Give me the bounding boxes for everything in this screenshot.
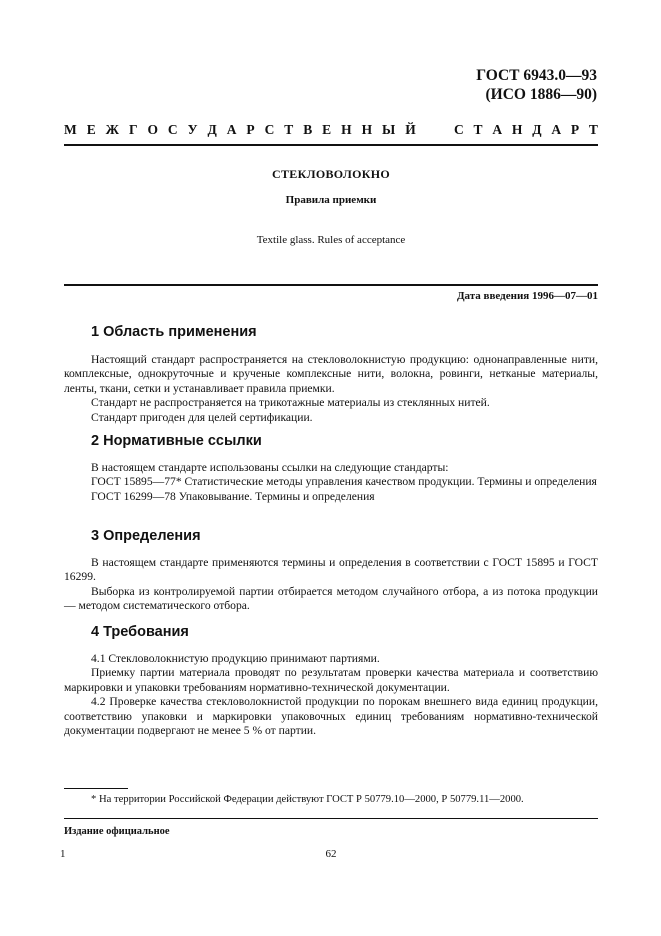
paragraph: Приемку партии материала проводят по результатам проверки качества материала и соответствию маркировки и упаковки требованиям нормативно-технической документации.	[64, 666, 598, 694]
paragraph: Настоящий стандарт распространяется на стекловолокнистую продукцию: однонаправленные нити, комплексные, однокруточные и крученые комплексные нити, волокна, ровинги, нетканые материалы, ленты, ткани, сетки и устанавливает правила приемки.	[64, 353, 598, 395]
introduction-date: Дата введения 1996—07—01	[456, 290, 598, 302]
footnote: * На территории Российской Федерации действуют ГОСТ Р 50779.10—2000, Р 50779.11—2000.	[91, 794, 524, 805]
paragraph: 4.2 Проверке качества стекловолокнистой продукции по порокам внешнего вида единиц продукции, соответствию упаковки и маркировки упаковочных единиц требованиям нормативно-технической документации подвергают не менее 5 % от партии.	[64, 695, 598, 738]
paragraph: Стандарт не распространяется на трикотажные материалы из стеклянных нитей.	[91, 396, 490, 410]
paragraph: ГОСТ 16299—78 Упаковывание. Термины и определения	[91, 489, 375, 503]
document-subtitle: Правила приемки	[285, 194, 377, 206]
paragraph: Стандарт пригоден для целей сертификации.	[91, 410, 313, 424]
section-heading-references: 2 Нормативные ссылки	[91, 433, 262, 449]
document-title: СТЕКЛОВОЛОКНО	[272, 167, 390, 181]
section-body-references	[64, 461, 598, 504]
paragraph: ГОСТ 15895—77* Статистические методы управления качеством продукции. Термины и определения	[91, 475, 597, 489]
section-body-scope	[64, 353, 598, 425]
sheet-number: 1	[60, 848, 66, 860]
iso-number: (ИСО 1886—90)	[485, 86, 597, 103]
section-heading-definitions: 3 Определения	[91, 528, 201, 544]
standard-code	[476, 66, 597, 104]
banner-word-standard: С Т А Н Д А Р Т	[454, 122, 598, 137]
paragraph: Выборка из контролируемой партии отбирается методом случайного отбора, а из потока продукции — методом систематического отбора.	[64, 584, 598, 613]
section-body-definitions	[64, 556, 598, 614]
title-rule	[64, 284, 598, 286]
section-body-requirements	[64, 652, 598, 738]
paragraph: В настоящем стандарте использованы ссылки на следующие стандарты:	[91, 461, 449, 474]
paragraph: В настоящем стандарте применяются термины и определения в соответствии с ГОСТ 15895 и ГОСТ 16299.	[64, 556, 598, 584]
section-heading-requirements: 4 Требования	[91, 624, 189, 640]
top-rule	[64, 144, 598, 146]
section-heading-scope: 1 Область применения	[91, 324, 257, 340]
official-edition-note: Издание официальное	[64, 826, 170, 837]
page-number: 62	[325, 848, 337, 860]
interstate-standard-banner	[64, 122, 598, 138]
footnote-rule	[64, 788, 128, 789]
banner-word-interstate: М Е Ж Г О С У Д А Р С Т В Е Н Н Ы Й	[64, 122, 416, 137]
paragraph: 4.1 Стекловолокнистую продукцию принимают партиями.	[91, 652, 380, 665]
gost-number: ГОСТ 6943.0—93	[476, 67, 597, 84]
footer-rule	[64, 818, 598, 819]
english-title: Textile glass. Rules of acceptance	[256, 234, 406, 246]
